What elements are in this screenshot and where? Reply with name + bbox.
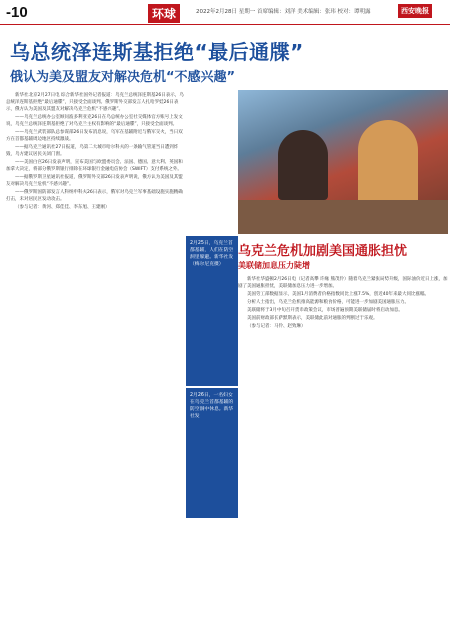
photo-caption-box [186, 236, 238, 386]
article2-body [238, 276, 448, 331]
photo-caption-box [186, 388, 238, 518]
article1-body [6, 92, 184, 212]
article1-paragraph: ——乌克兰总统办公室顾问波多利亚克26日在乌总统办公室社交媒体官方账号上发文说，乌克兰总统泽连斯基拒绝了对乌克兰主权有影响的“最后通牒”，只接受全面谈判。 [6, 115, 183, 127]
section-label: 环球 [148, 4, 180, 23]
article2-paragraph: 美联储将于3月中旬召开货币政策会议，市场普遍预期美联储届时将启动加息。 [247, 308, 403, 313]
article1-paragraph: ——美国白宫26日发表声明，宣布美国与欧盟委员会、法国、德国、意大利、英国和加拿大决定，将部分俄罗斯银行排除在环球银行金融电信协会（SWIFT）支付系统之外。 [6, 160, 183, 172]
article1-subtitle: 俄认为美及盟友对解决危机“不感兴趣” [10, 70, 236, 85]
article1-paragraph: ——俄罗斯国防部发言人科纳申科夫26日表示，俄军对乌克兰军事基础设施实施精确打击，未对居民区发动攻击。 [6, 190, 183, 202]
photo-caption: 2月26日，一名妇女在乌克兰首都基辅的防空洞中休息。新华社发 [190, 393, 234, 419]
article1-credit: （参与记者：黄河、郑佳佳、李东旭、王建刚） [15, 205, 110, 210]
article2-title: 乌克兰危机加剧美国通胀担忧 [238, 244, 408, 259]
article1-paragraph: 新华社北京2月27日电 综合新华社国外记者报道：乌克兰总统泽连斯基26日表示，乌总统泽连斯基拒绝“最后通牒”，只接受全面谈判。俄罗斯外交部发言人扎哈罗娃26日表示，俄方认为美国及其盟友对解决乌克兰危机“不感兴趣”。 [6, 93, 184, 112]
article2-paragraph: 分析人士指出，乌克兰危机推高能源和粮食价格，可能进一步加剧美国通胀压力。 [247, 300, 409, 305]
shelter-photo [238, 90, 448, 234]
newspaper-logo: 西安晚报 [398, 4, 432, 18]
article1-title: 乌总统泽连斯基拒绝“最后通牒” [10, 40, 304, 64]
page-header [0, 0, 450, 28]
article2-paragraph: 新华社华盛顿2月26日电（记者高攀 许缘 熊茂伶）随着乌克兰紧张局势升级，国际油价近日上涨，加剧了美国通胀担忧，美联储加息压力进一步增加。 [238, 277, 448, 289]
dateline: 2022年2月28日 星期一 首席编辑：刘洋 美术编辑：张玮 校对：谭明露 [196, 9, 371, 15]
article2-subtitle: 美联储加息压力陡增 [238, 261, 310, 270]
article2-credit: （参与记者：马伶、赵致琳） [247, 324, 306, 329]
article2-paragraph: 美国劳工部数据显示，美国1月消费者价格指数同比上涨7.5%，创近40年来最大同比涨幅。 [247, 292, 430, 297]
article1-paragraph: ——据乌克兰通讯社27日报道，乌第二大城市哈尔科夫的一条输气管道当日遭到炸毁，乌方建议居民关闭门窗。 [6, 145, 179, 157]
article1-paragraph: ——乌克兰武装部队总参谋部26日发布消息说，乌军在基辅附近与俄军交火，当日双方在首都基辅周边地区持续激战。 [6, 130, 183, 142]
page-number: -10 [6, 4, 28, 21]
photo-caption: 2月25日，乌克兰首都基辅，人们在防空洞里躲避。新华社发（梅尔尼克摄） [190, 241, 234, 267]
article2-paragraph: 美国前财政部长萨默斯表示，美联储此前对通胀的判断过于乐观。 [247, 316, 378, 321]
article1-paragraph: ——据俄罗斯卫星通讯社报道，俄罗斯外交部26日发表声明说，俄方认为美国及其盟友对解决乌克兰危机“不感兴趣”。 [6, 175, 183, 187]
header-rule [0, 24, 450, 25]
